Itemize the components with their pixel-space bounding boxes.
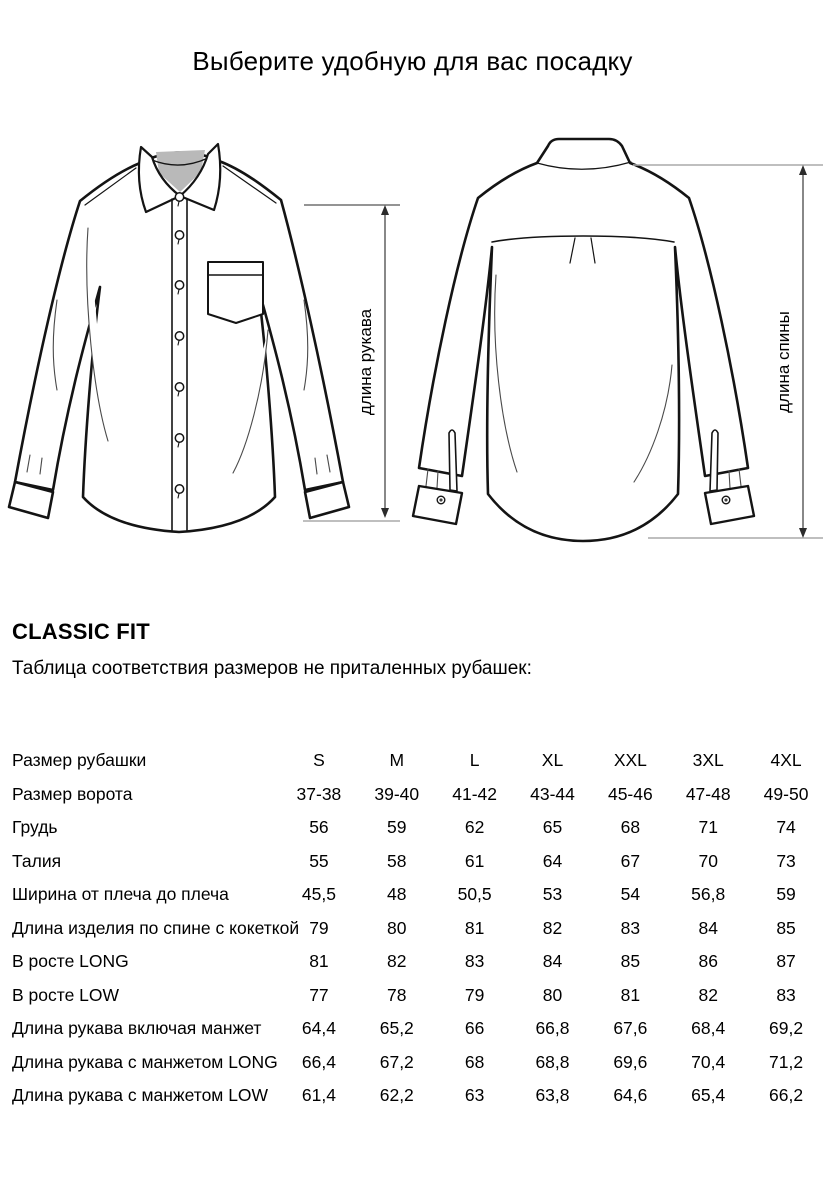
row-cell: 47-48 xyxy=(685,783,731,804)
row-cell: 61,4 xyxy=(301,1085,336,1106)
row-cell: 59 xyxy=(776,884,796,905)
table-row xyxy=(0,979,825,1013)
row-cell: 82 xyxy=(698,984,718,1005)
row-cell: 53 xyxy=(542,884,563,905)
size-table xyxy=(0,744,825,1113)
row-cell: 84 xyxy=(542,951,563,972)
row-cell: 66,4 xyxy=(301,1051,336,1072)
row-cell: 83 xyxy=(620,917,641,938)
size-column-header: M xyxy=(389,750,405,771)
row-cell: 59 xyxy=(387,817,407,838)
row-cell: 70 xyxy=(698,850,718,871)
row-cell: 69,2 xyxy=(769,1018,804,1039)
row-label: Ширина от плеча до плеча xyxy=(12,884,229,905)
row-cell: 70,4 xyxy=(691,1051,726,1072)
row-cell: 62 xyxy=(464,817,485,838)
row-cell: 55 xyxy=(309,850,329,871)
row-cell: 79 xyxy=(309,917,329,938)
row-cell: 62,2 xyxy=(379,1085,414,1106)
shirt-back-illustration xyxy=(413,139,754,541)
row-cell: 68 xyxy=(620,817,641,838)
row-cell: 74 xyxy=(776,817,796,838)
size-column-header: 4XL xyxy=(770,750,802,771)
row-cell: 77 xyxy=(309,984,329,1005)
size-column-header: L xyxy=(469,750,480,771)
row-cell: 67,6 xyxy=(613,1018,648,1039)
table-row xyxy=(0,1012,825,1046)
row-cell: 68 xyxy=(464,1051,485,1072)
row-label: В росте LOW xyxy=(12,984,120,1005)
table-row xyxy=(0,1079,825,1113)
row-cell: 58 xyxy=(387,850,407,871)
row-cell: 50,5 xyxy=(457,884,492,905)
header-label: Размер рубашки xyxy=(12,750,147,771)
table-row xyxy=(0,912,825,946)
row-cell: 65,4 xyxy=(691,1085,726,1106)
row-cell: 65,2 xyxy=(379,1018,414,1039)
row-cell: 82 xyxy=(542,917,563,938)
row-cell: 86 xyxy=(698,951,718,972)
size-column-header: XL xyxy=(541,750,564,771)
row-label: Грудь xyxy=(12,817,58,838)
row-cell: 64,6 xyxy=(613,1085,648,1106)
row-cell: 83 xyxy=(464,951,485,972)
shirt-diagrams xyxy=(0,0,825,580)
row-cell: 85 xyxy=(776,917,796,938)
page-title: Выберите удобную для вас посадку xyxy=(192,46,633,76)
row-cell: 56 xyxy=(309,817,329,838)
row-cell: 85 xyxy=(620,951,641,972)
row-cell: 66,2 xyxy=(769,1085,804,1106)
row-cell: 82 xyxy=(387,951,407,972)
sleeve-length-label: длина рукава xyxy=(356,308,375,416)
row-cell: 78 xyxy=(387,984,407,1005)
row-label: Размер ворота xyxy=(12,783,133,804)
row-cell: 43-44 xyxy=(530,783,575,804)
row-cell: 81 xyxy=(620,984,641,1005)
size-column-header: 3XL xyxy=(692,750,724,771)
row-cell: 64,4 xyxy=(301,1018,336,1039)
table-row xyxy=(0,811,825,845)
row-cell: 80 xyxy=(387,917,407,938)
row-cell: 45-46 xyxy=(607,783,653,804)
table-row xyxy=(0,1046,825,1080)
row-cell: 71,2 xyxy=(769,1051,804,1072)
row-cell: 37-38 xyxy=(296,783,342,804)
row-cell: 54 xyxy=(620,884,641,905)
row-cell: 49-50 xyxy=(763,783,809,804)
row-cell: 41-42 xyxy=(452,783,498,804)
size-column-header: XXL xyxy=(613,750,647,771)
fit-heading: CLASSIC FIT xyxy=(12,619,150,644)
table-row xyxy=(0,878,825,912)
row-cell: 65 xyxy=(542,817,563,838)
chest-pocket xyxy=(208,262,263,323)
row-cell: 67,2 xyxy=(379,1051,414,1072)
row-label: Длина изделия по спине с кокеткой xyxy=(12,917,300,938)
row-cell: 45,5 xyxy=(301,884,336,905)
row-cell: 48 xyxy=(387,884,407,905)
table-subtitle: Таблица соответствия размеров не приталенных рубашек: xyxy=(12,658,532,679)
size-column-header: S xyxy=(313,750,325,771)
back-length-label: длина спины xyxy=(774,311,793,413)
row-cell: 39-40 xyxy=(374,783,420,804)
row-label: Длина рукава включая манжет xyxy=(12,1018,262,1039)
size-table-body xyxy=(0,778,825,1113)
row-cell: 84 xyxy=(698,917,718,938)
row-cell: 81 xyxy=(464,917,485,938)
row-cell: 63,8 xyxy=(535,1085,570,1106)
row-label: Талия xyxy=(12,850,62,871)
table-row xyxy=(0,778,825,812)
row-cell: 83 xyxy=(776,984,796,1005)
row-cell: 80 xyxy=(542,984,563,1005)
shirt-front-illustration xyxy=(9,144,349,532)
row-cell: 56,8 xyxy=(691,884,726,905)
row-cell: 64 xyxy=(542,850,563,871)
row-label: Длина рукава с манжетом LOW xyxy=(12,1085,269,1106)
row-cell: 79 xyxy=(464,984,485,1005)
table-row xyxy=(0,945,825,979)
row-cell: 66,8 xyxy=(535,1018,570,1039)
row-cell: 87 xyxy=(776,951,796,972)
row-cell: 66 xyxy=(464,1018,485,1039)
table-header-row xyxy=(0,744,825,778)
row-cell: 68,4 xyxy=(691,1018,726,1039)
table-row xyxy=(0,845,825,879)
row-cell: 63 xyxy=(464,1085,485,1106)
row-label: В росте LONG xyxy=(12,951,129,972)
row-label: Длина рукава с манжетом LONG xyxy=(12,1051,278,1072)
row-cell: 71 xyxy=(698,817,718,838)
row-cell: 68,8 xyxy=(535,1051,570,1072)
row-cell: 73 xyxy=(776,850,796,871)
row-cell: 69,6 xyxy=(613,1051,648,1072)
row-cell: 61 xyxy=(464,850,485,871)
row-cell: 81 xyxy=(309,951,329,972)
row-cell: 67 xyxy=(620,850,641,871)
